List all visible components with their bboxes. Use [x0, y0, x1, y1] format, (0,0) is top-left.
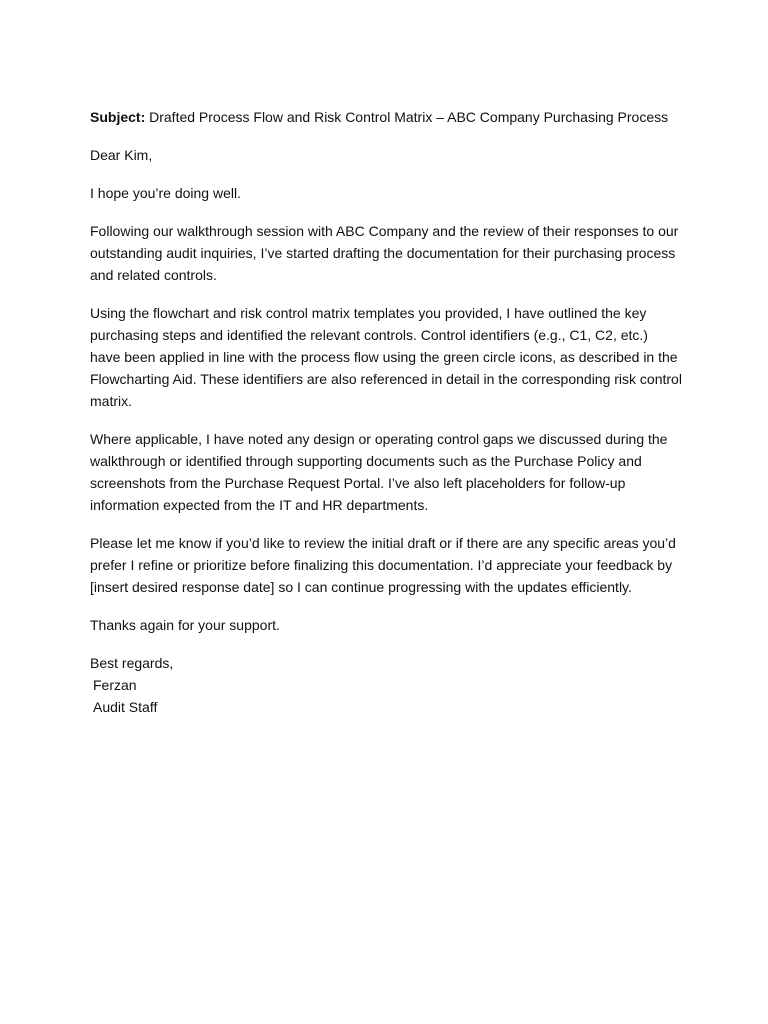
letter-body: [90, 106, 682, 718]
thanks-line: Thanks again for your support.: [90, 617, 280, 633]
opening-line: I hope you’re doing well.: [90, 185, 241, 201]
greeting: Dear Kim,: [90, 147, 153, 163]
subject-line: [90, 106, 682, 128]
paragraph-feedback-request: Please let me know if you’d like to review the initial draft or if there are any specific areas you’d prefer I refine or prioritize before finalizing this documentation. I’d appreciate your feedback by [insert desired response date] so I can continue progressing with the updates efficiently.: [90, 535, 676, 595]
signature-block: [90, 652, 682, 718]
paragraph-control-gaps: Where applicable, I have noted any design or operating control gaps we discussed during the walkthrough or identified through supporting documents such as the Purchase Policy and screenshots from the Purchase Request Portal. I’ve also left placeholders for follow-up information expected from the IT and HR departments.: [90, 431, 668, 513]
paragraph-walkthrough: Following our walkthrough session with ABC Company and the review of their responses to our outstanding audit inquiries, I’ve started drafting the documentation for their purchasing process and related controls.: [90, 223, 679, 283]
subject-label: Subject:: [90, 109, 146, 125]
signer-name: Ferzan: [93, 677, 137, 693]
closing: Best regards,: [90, 655, 174, 671]
signer-title: Audit Staff: [93, 699, 158, 715]
subject-text: Drafted Process Flow and Risk Control Matrix – ABC Company Purchasing Process: [145, 109, 669, 125]
paragraph-flowchart: Using the flowchart and risk control matrix templates you provided, I have outlined the key purchasing steps and identified the relevant controls. Control identifiers (e.g., C1, C2, etc.) have been applied in line with the process flow using the green circle icons, as described in the Flowcharting Aid. These identifiers are also referenced in detail in the corresponding risk control matrix.: [90, 305, 682, 409]
